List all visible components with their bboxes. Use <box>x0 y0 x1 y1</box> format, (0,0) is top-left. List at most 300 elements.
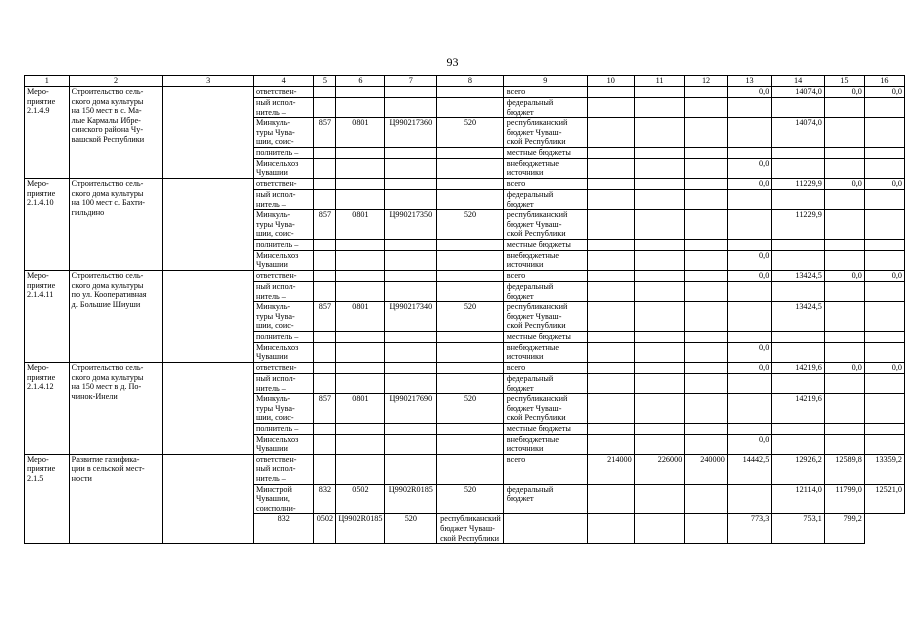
amount-14: 14074,0 <box>772 118 825 148</box>
amount-13: 0,0 <box>727 270 772 281</box>
funding-source: федеральный бюджет <box>503 484 587 514</box>
section-code <box>336 342 385 362</box>
amount-11 <box>634 148 685 159</box>
target-article <box>385 362 437 373</box>
executor-cell: ный испол- нитель – <box>253 189 313 209</box>
expense-type <box>437 342 504 362</box>
column-header: 1 <box>25 76 70 87</box>
column-header: 13 <box>727 76 772 87</box>
amount-14 <box>772 158 825 178</box>
section-code: 0801 <box>336 394 385 424</box>
section-code <box>336 362 385 373</box>
section-code <box>336 434 385 454</box>
expense-type <box>437 281 504 301</box>
amount-12 <box>685 332 727 343</box>
amount-15 <box>824 394 864 424</box>
amount-13 <box>727 148 772 159</box>
amount-11 <box>634 394 685 424</box>
executor-cell: Минсельхоз Чувашии <box>253 342 313 362</box>
section-code <box>336 87 385 98</box>
executor-cell: ответствен- <box>253 178 313 189</box>
funding-source: федеральный бюджет <box>503 281 587 301</box>
amount-12 <box>685 270 727 281</box>
funding-source: внебюджетные источники <box>503 250 587 270</box>
expense-type <box>437 332 504 343</box>
amount-13 <box>727 98 772 118</box>
executor-cell: полнитель – <box>253 148 313 159</box>
amount-14: 773,3 <box>727 514 772 544</box>
amount-14: 13424,5 <box>772 302 825 332</box>
grbs-code <box>314 373 336 393</box>
funding-source: республиканский бюджет Чуваш- ской Республики <box>503 302 587 332</box>
amount-14: 11229,9 <box>772 210 825 240</box>
amount-14 <box>772 434 825 454</box>
target-article <box>385 342 437 362</box>
amount-16: 13359,2 <box>864 454 904 484</box>
amount-14 <box>772 189 825 209</box>
section-code <box>336 240 385 251</box>
amount-11 <box>634 332 685 343</box>
amount-13 <box>727 189 772 209</box>
measure-name: Строительство сель- ского дома культуры на 100 мест с. Бахти- гильдино <box>69 178 163 270</box>
amount-14 <box>772 424 825 435</box>
amount-16 <box>864 424 904 435</box>
amount-10 <box>587 332 634 343</box>
amount-15 <box>824 332 864 343</box>
amount-12 <box>685 362 727 373</box>
amount-10 <box>587 424 634 435</box>
column-header: 8 <box>437 76 504 87</box>
executor-cell: Минсельхоз Чувашии <box>253 434 313 454</box>
amount-15 <box>824 342 864 362</box>
amount-11 <box>634 118 685 148</box>
grbs-code <box>314 434 336 454</box>
amount-16 <box>864 281 904 301</box>
target-article: Ц990217690 <box>385 394 437 424</box>
amount-12 <box>685 484 727 514</box>
executor-cell: полнитель – <box>253 240 313 251</box>
section-code <box>336 454 385 484</box>
grbs-code <box>314 240 336 251</box>
amount-11 <box>634 189 685 209</box>
grbs-code <box>314 424 336 435</box>
executor-cell: Минкуль- туры Чува- шии, соис- <box>253 302 313 332</box>
target-article <box>385 454 437 484</box>
section-code: 0801 <box>336 210 385 240</box>
target-article <box>385 98 437 118</box>
funding-source: всего <box>503 270 587 281</box>
amount-15 <box>824 250 864 270</box>
section-code <box>336 148 385 159</box>
amount-10 <box>587 158 634 178</box>
amount-13 <box>727 484 772 514</box>
amount-13 <box>727 332 772 343</box>
expense-type <box>437 454 504 484</box>
expense-type: 520 <box>437 210 504 240</box>
amount-11 <box>634 424 685 435</box>
table-row <box>25 87 905 98</box>
column-header: 2 <box>69 76 163 87</box>
grbs-code <box>314 250 336 270</box>
amount-11 <box>634 484 685 514</box>
grbs-code: 857 <box>314 210 336 240</box>
target-article <box>385 189 437 209</box>
amount-10 <box>587 394 634 424</box>
amount-11 <box>634 373 685 393</box>
amount-11: 226000 <box>634 454 685 484</box>
amount-13: 0,0 <box>727 87 772 98</box>
section-code <box>336 98 385 118</box>
amount-16 <box>864 189 904 209</box>
amount-13 <box>727 281 772 301</box>
amount-12 <box>685 250 727 270</box>
executor-cell: Минкуль- туры Чува- шии, соис- <box>253 394 313 424</box>
section-code <box>336 158 385 178</box>
amount-14: 11229,9 <box>772 178 825 189</box>
amount-13 <box>727 210 772 240</box>
executor-cell: ответствен- <box>253 270 313 281</box>
funding-source: всего <box>503 362 587 373</box>
amount-16 <box>864 302 904 332</box>
section-code <box>336 270 385 281</box>
funding-source: всего <box>503 178 587 189</box>
amount-11 <box>634 342 685 362</box>
measure-id: Меро- приятие 2.1.4.10 <box>25 178 70 270</box>
amount-15: 0,0 <box>824 178 864 189</box>
amount-14: 14074,0 <box>772 87 825 98</box>
measure-name: Строительство сель- ского дома культуры на 150 мест в д. По- чинок-Инели <box>69 362 163 454</box>
executor-cell: ответствен- <box>253 87 313 98</box>
amount-15 <box>824 98 864 118</box>
amount-12 <box>685 281 727 301</box>
amount-13 <box>727 302 772 332</box>
measure-col3 <box>163 270 254 362</box>
amount-16 <box>864 250 904 270</box>
funding-source: внебюджетные источники <box>503 434 587 454</box>
amount-16 <box>864 394 904 424</box>
amount-15 <box>824 434 864 454</box>
amount-10 <box>503 514 587 544</box>
executor-cell: Минкуль- туры Чува- шии, соис- <box>253 118 313 148</box>
target-article <box>385 250 437 270</box>
executor-cell: Минсельхоз Чувашии <box>253 250 313 270</box>
target-article <box>385 332 437 343</box>
funding-source: внебюджетные источники <box>503 342 587 362</box>
amount-14 <box>772 373 825 393</box>
column-header: 12 <box>685 76 727 87</box>
amount-13 <box>727 118 772 148</box>
expense-type <box>437 158 504 178</box>
amount-14 <box>772 98 825 118</box>
amount-16: 799,2 <box>824 514 864 544</box>
amount-10 <box>587 342 634 362</box>
amount-14: 13424,5 <box>772 270 825 281</box>
funding-source: федеральный бюджет <box>503 373 587 393</box>
page-number: 93 <box>446 55 459 69</box>
executor-cell: ный испол- нитель – <box>253 373 313 393</box>
amount-16: 0,0 <box>864 87 904 98</box>
target-article <box>385 270 437 281</box>
funding-source: республиканский бюджет Чуваш- ской Республики <box>503 394 587 424</box>
column-header: 9 <box>503 76 587 87</box>
amount-13: 14442,5 <box>727 454 772 484</box>
section-code: 0502 <box>314 514 336 544</box>
executor-cell: полнитель – <box>253 424 313 435</box>
amount-15 <box>824 118 864 148</box>
amount-13: 0,0 <box>727 158 772 178</box>
amount-14 <box>772 342 825 362</box>
amount-15: 12589,8 <box>824 454 864 484</box>
amount-12 <box>634 514 685 544</box>
table-row <box>25 454 905 484</box>
section-code <box>336 178 385 189</box>
expense-type: 520 <box>437 484 504 514</box>
target-article: Ц990217360 <box>385 118 437 148</box>
expense-type <box>437 270 504 281</box>
funding-source: всего <box>503 87 587 98</box>
section-code <box>336 332 385 343</box>
section-code <box>336 373 385 393</box>
measure-col3 <box>163 362 254 454</box>
amount-16 <box>864 332 904 343</box>
executor-cell: ный испол- нитель – <box>253 98 313 118</box>
funding-source: местные бюджеты <box>503 424 587 435</box>
expense-type <box>437 98 504 118</box>
measure-id: Меро- приятие 2.1.4.11 <box>25 270 70 362</box>
funding-source: всего <box>503 454 587 484</box>
section-code <box>336 424 385 435</box>
amount-15: 0,0 <box>824 87 864 98</box>
grbs-code <box>314 178 336 189</box>
grbs-code: 857 <box>314 394 336 424</box>
amount-13 <box>685 514 727 544</box>
amount-10 <box>587 281 634 301</box>
amount-12 <box>685 87 727 98</box>
amount-13: 0,0 <box>727 362 772 373</box>
amount-10: 214000 <box>587 454 634 484</box>
amount-10 <box>587 434 634 454</box>
target-article: Ц990217340 <box>385 302 437 332</box>
funding-source: республиканский бюджет Чуваш- ской Республики <box>503 118 587 148</box>
amount-10 <box>587 270 634 281</box>
expense-type <box>437 189 504 209</box>
executor-cell: Минстрой Чувашии, соисполни- <box>253 484 313 514</box>
measure-name: Строительство сель- ского дома культуры на 150 мест в с. Ма- лые Кармалы Ибре- синского района Чу- вашской Республики <box>69 87 163 179</box>
amount-12 <box>685 302 727 332</box>
amount-12 <box>685 342 727 362</box>
amount-14: 12926,2 <box>772 454 825 484</box>
funding-source: федеральный бюджет <box>503 189 587 209</box>
amount-12 <box>685 373 727 393</box>
amount-15 <box>824 240 864 251</box>
amount-13: 0,0 <box>727 178 772 189</box>
header-row <box>25 76 905 87</box>
amount-15 <box>824 373 864 393</box>
amount-12 <box>685 158 727 178</box>
column-header: 10 <box>587 76 634 87</box>
expense-type <box>437 362 504 373</box>
grbs-code <box>314 87 336 98</box>
executor-cell: ответствен- ный испол- нитель – <box>253 454 313 484</box>
measure-id: Меро- приятие 2.1.4.9 <box>25 87 70 179</box>
executor-cell: Минкуль- туры Чува- шии, соис- <box>253 210 313 240</box>
grbs-code <box>314 362 336 373</box>
amount-16 <box>864 158 904 178</box>
amount-14 <box>772 281 825 301</box>
amount-14 <box>772 250 825 270</box>
amount-12 <box>685 210 727 240</box>
amount-10 <box>587 178 634 189</box>
amount-14 <box>772 148 825 159</box>
measure-id: Меро- приятие 2.1.4.12 <box>25 362 70 454</box>
amount-11 <box>634 270 685 281</box>
grbs-code: 857 <box>314 302 336 332</box>
amount-12 <box>685 118 727 148</box>
executor-cell: ответствен- <box>253 362 313 373</box>
amount-13 <box>727 240 772 251</box>
amount-12 <box>685 424 727 435</box>
amount-10 <box>587 240 634 251</box>
column-header: 16 <box>864 76 904 87</box>
amount-15 <box>824 424 864 435</box>
amount-12 <box>685 240 727 251</box>
section-code <box>336 189 385 209</box>
amount-10 <box>587 250 634 270</box>
target-article: Ц9902R0185 <box>336 514 385 544</box>
amount-15: 0,0 <box>824 270 864 281</box>
grbs-code <box>314 158 336 178</box>
grbs-code <box>314 270 336 281</box>
measure-col3 <box>163 178 254 270</box>
section-code: 0801 <box>336 118 385 148</box>
amount-15 <box>824 148 864 159</box>
section-code: 0502 <box>336 484 385 514</box>
column-header: 14 <box>772 76 825 87</box>
amount-11 <box>634 178 685 189</box>
funding-source: внебюджетные источники <box>503 158 587 178</box>
amount-14: 12114,0 <box>772 484 825 514</box>
budget-table <box>24 75 905 544</box>
amount-13 <box>727 424 772 435</box>
amount-11 <box>634 434 685 454</box>
column-header: 6 <box>336 76 385 87</box>
amount-16 <box>864 240 904 251</box>
executor-cell: ный испол- нитель – <box>253 281 313 301</box>
amount-10 <box>587 362 634 373</box>
column-header: 11 <box>634 76 685 87</box>
amount-10 <box>587 373 634 393</box>
amount-10 <box>587 87 634 98</box>
amount-10 <box>587 210 634 240</box>
expense-type: 520 <box>437 394 504 424</box>
grbs-code <box>314 281 336 301</box>
amount-15 <box>824 302 864 332</box>
amount-11 <box>634 281 685 301</box>
amount-15 <box>824 158 864 178</box>
expense-type <box>437 434 504 454</box>
amount-12 <box>685 178 727 189</box>
column-header: 4 <box>253 76 313 87</box>
amount-16 <box>864 148 904 159</box>
amount-16 <box>864 98 904 118</box>
amount-10 <box>587 302 634 332</box>
target-article <box>385 240 437 251</box>
expense-type <box>437 148 504 159</box>
amount-15 <box>824 189 864 209</box>
amount-11 <box>587 514 634 544</box>
amount-11 <box>634 250 685 270</box>
funding-source: местные бюджеты <box>503 148 587 159</box>
target-article <box>385 148 437 159</box>
amount-13: 0,0 <box>727 434 772 454</box>
grbs-code: 832 <box>253 514 313 544</box>
amount-12 <box>685 98 727 118</box>
amount-16 <box>864 434 904 454</box>
funding-source: республиканский бюджет Чуваш- ской Республики <box>503 210 587 240</box>
amount-13: 0,0 <box>727 342 772 362</box>
amount-13 <box>727 373 772 393</box>
amount-15 <box>824 210 864 240</box>
amount-12 <box>685 148 727 159</box>
funding-source: федеральный бюджет <box>503 98 587 118</box>
expense-type <box>437 178 504 189</box>
amount-11 <box>634 98 685 118</box>
table-row <box>25 270 905 281</box>
amount-11 <box>634 87 685 98</box>
amount-10 <box>587 118 634 148</box>
amount-11 <box>634 302 685 332</box>
column-header: 7 <box>385 76 437 87</box>
executor-cell: Минсельхоз Чувашии <box>253 158 313 178</box>
amount-15: 0,0 <box>824 362 864 373</box>
amount-11 <box>634 210 685 240</box>
section-code <box>336 250 385 270</box>
measure-col3 <box>163 87 254 179</box>
amount-16 <box>864 210 904 240</box>
target-article <box>385 158 437 178</box>
grbs-code: 832 <box>314 484 336 514</box>
amount-16 <box>864 342 904 362</box>
amount-10 <box>587 98 634 118</box>
amount-16 <box>864 118 904 148</box>
amount-14 <box>772 332 825 343</box>
expense-type <box>437 424 504 435</box>
expense-type <box>437 373 504 393</box>
funding-source: республиканский бюджет Чуваш- ской Республики <box>437 514 504 544</box>
expense-type: 520 <box>437 302 504 332</box>
section-code <box>336 281 385 301</box>
executor-cell: полнитель – <box>253 332 313 343</box>
amount-16: 0,0 <box>864 270 904 281</box>
amount-13 <box>727 394 772 424</box>
amount-14 <box>772 240 825 251</box>
target-article: Ц990217350 <box>385 210 437 240</box>
amount-12 <box>685 189 727 209</box>
expense-type: 520 <box>437 118 504 148</box>
measure-name: Развитие газифика- ции в сельской мест- ности <box>69 454 163 544</box>
funding-source: местные бюджеты <box>503 240 587 251</box>
amount-15 <box>824 281 864 301</box>
funding-source: местные бюджеты <box>503 332 587 343</box>
target-article <box>385 424 437 435</box>
expense-type <box>437 240 504 251</box>
amount-15: 11799,0 <box>824 484 864 514</box>
amount-13: 0,0 <box>727 250 772 270</box>
grbs-code <box>314 148 336 159</box>
amount-16 <box>864 373 904 393</box>
grbs-code <box>314 342 336 362</box>
amount-15: 753,1 <box>772 514 825 544</box>
